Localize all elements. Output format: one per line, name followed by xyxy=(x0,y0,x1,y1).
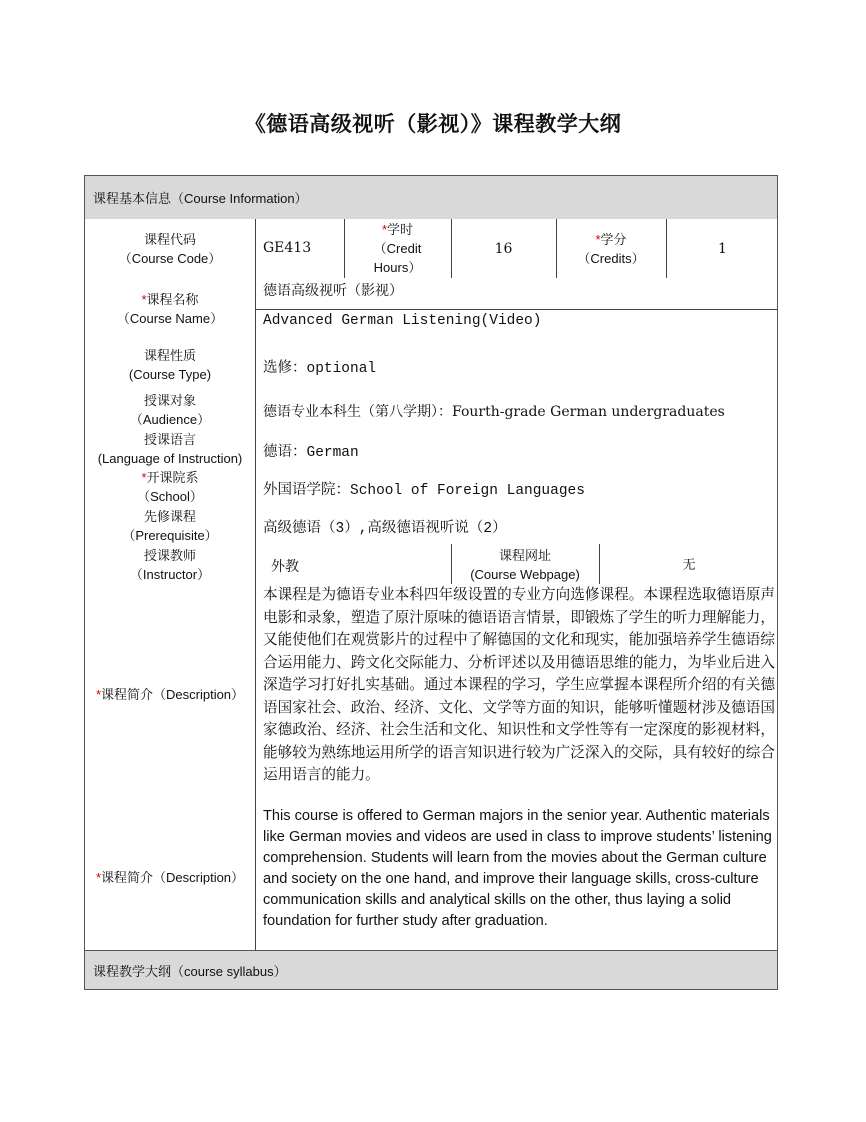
instructor-label: 授课教师 （Instructor） xyxy=(129,548,211,582)
course-code-label: 课程代码 （Course Code） xyxy=(118,232,222,266)
course-webpage-label: 课程网址 (Course Webpage) xyxy=(470,548,580,582)
instructor-value: 外教 xyxy=(271,559,299,575)
description-cn: 本课程是为德语专业本科四年级设置的专业方向选修课程。本课程选取德语原声电影和录象，塑造了原汁原味的德语语言情景，即锻炼了学生的听力理解能力，又能使他们在观赏影片的过程中了解德国的文化和现实，能加强培养学生德语综合运用能力、跨文化交际能力、分析评述以及用德语思维的能力，为毕业后进入深造学习打好扎实基础。通过本课程的学习，学生应掌握本课程所介绍的有关德语国家社会、政治、经济、文化、文学等方面的知识，能够听懂题材涉及德语国家德政治、经济、社会生活和文化、知识性和文学性等有一定深度的影视材料，能够较为熟练地运用所学的语言知识进行较为广泛深入的交际，具有较好的综合运用语言的能力。 xyxy=(263,586,775,783)
credit-hours-value: 16 xyxy=(494,241,513,257)
course-type-label: 课程性质 (Course Type) xyxy=(128,348,212,382)
prerequisite-value: 高级德语（3）,高级德语视听说（2） xyxy=(263,521,507,537)
audience-label: 授课对象 （Audience） xyxy=(129,393,211,427)
description-cn-label: *课程简介（Description） xyxy=(95,687,245,702)
label-column-divider xyxy=(255,219,256,950)
course-code-value: GE413 xyxy=(263,240,312,256)
course-type-value: 选修：optional xyxy=(263,361,377,377)
course-name-label: *课程名称 （Course Name） xyxy=(116,292,224,326)
school-value: 外国语学院：School of Foreign Languages xyxy=(263,483,585,499)
credits-value: 1 xyxy=(718,241,727,257)
course-webpage-value: 无 xyxy=(682,558,696,573)
course-name-cn: 德语高级视听（影视） xyxy=(263,283,403,299)
section-header-syllabus: 课程教学大纲（course syllabus） xyxy=(85,950,778,990)
course-info-table xyxy=(84,175,778,990)
school-label: *开课院系 （School） xyxy=(137,470,203,504)
prerequisite-label: 先修课程 （Prerequisite） xyxy=(122,509,218,543)
language-value: 德语：German xyxy=(263,445,359,461)
description-en-label: *课程简介（Description） xyxy=(95,870,245,885)
language-label: 授课语言 (Language of Instruction) xyxy=(97,432,243,466)
course-name-en: Advanced German Listening(Video) xyxy=(263,313,542,329)
divider xyxy=(255,309,778,310)
section-header-basic-info: 课程基本信息（Course Information） xyxy=(85,176,778,219)
description-en: This course is offered to German majors in the senior year. Authentic materials like German movies and videos are used in class to improve students’ listening comprehension. Students will learn from the movies about the German culture and society on the one hand, and improve their language skills, cross-culture communication skills and analytical skills on the other, thus laying a solid foundation for further study after graduation. xyxy=(263,808,772,929)
page-title: 《德语高级视听（影视）》课程教学大纲 xyxy=(244,112,622,136)
audience-value: 德语专业本科生（第八学期）：Fourth-grade German undergraduates xyxy=(263,404,725,420)
credit-hours-label: *学时 （Credit Hours） xyxy=(373,222,422,275)
credits-label: *学分 （Credits） xyxy=(577,232,645,266)
